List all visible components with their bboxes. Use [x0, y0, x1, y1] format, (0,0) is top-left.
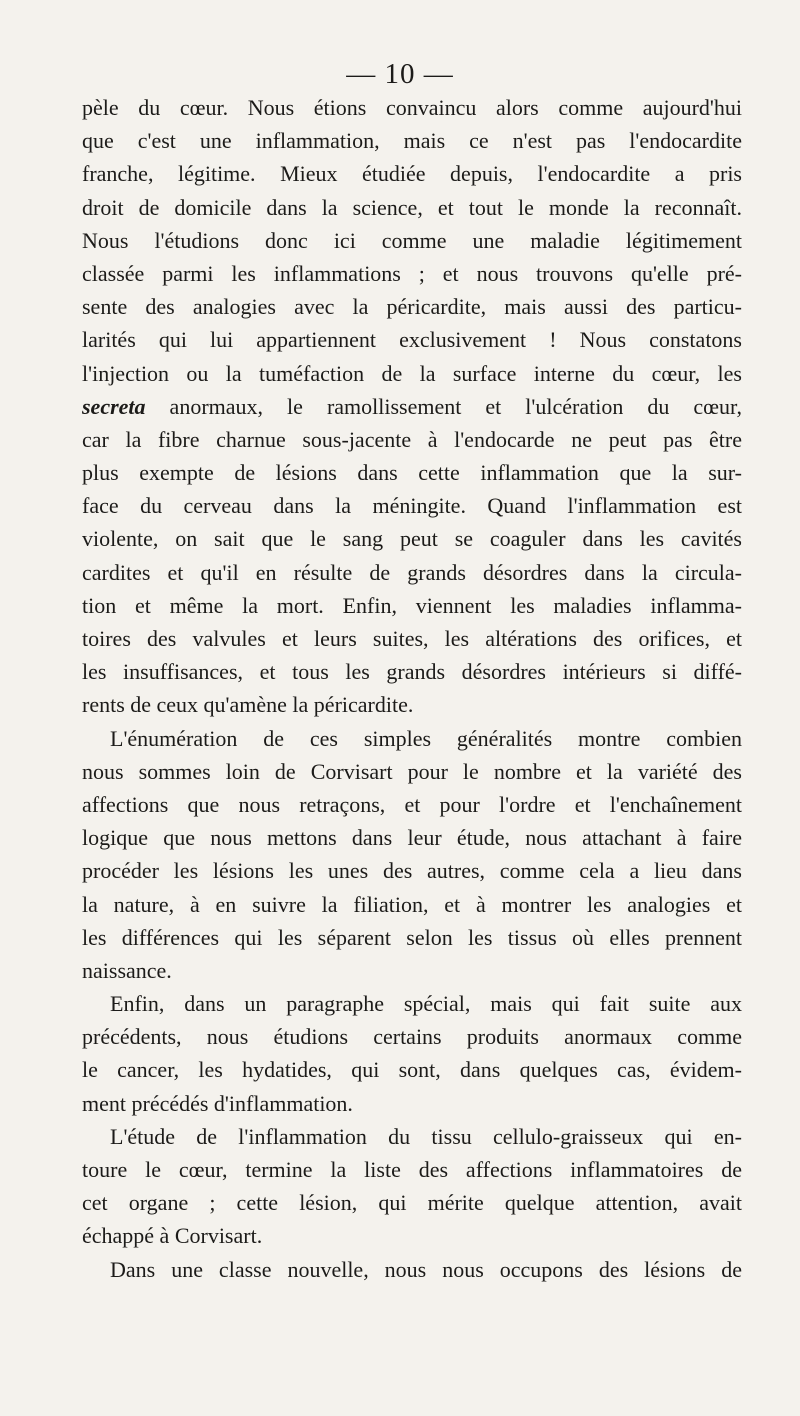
text-line: sente des analogies avec la péricardite, mais aussi des particu-	[82, 294, 742, 320]
text-line: car la fibre charnue sous-jacente à l'endocarde ne peut pas être	[82, 426, 742, 452]
text-line: rents de ceux qu'amène la péricardite.	[82, 692, 414, 718]
text-line: franche, légitime. Mieux étudiée depuis, l'endocardite a pris	[82, 161, 742, 187]
text-line: échappé à Corvisart.	[82, 1223, 263, 1249]
text-line: procéder les lésions les unes des autres, comme cela a lieu dans	[82, 858, 742, 884]
text-line: le cancer, les hydatides, qui sont, dans quelques cas, évidem-	[82, 1057, 742, 1083]
page-number: — 10 —	[346, 58, 454, 90]
text-line: Dans une classe nouvelle, nous nous occupons des lésions de	[110, 1256, 742, 1282]
text-line: Enfin, dans un paragraphe spécial, mais qui fait suite aux	[110, 991, 742, 1017]
text-line: les insuffisances, et tous les grands désordres intérieurs si diffé-	[82, 659, 742, 685]
text-line: L'énumération de ces simples généralités montre combien	[110, 725, 742, 751]
text-line: face du cerveau dans la méningite. Quand l'inflammation est	[82, 493, 742, 519]
text-line: toure le cœur, termine la liste des affections inflammatoires de	[82, 1157, 742, 1182]
text-line: l'injection ou la tuméfaction de la surface interne du cœur, les	[82, 360, 742, 386]
text-line: précédents, nous étudions certains produits anormaux comme	[82, 1024, 742, 1050]
text-line: classée parmi les inflammations ; et nous trouvons qu'elle pré-	[82, 260, 742, 286]
text-line: cet organe ; cette lésion, qui mérite quelque attention, avait	[82, 1190, 742, 1216]
text-line: logique que nous mettons dans leur étude, nous attachant à faire	[82, 825, 742, 851]
italic-term: secreta	[82, 393, 146, 419]
text-line: pèle du cœur. Nous étions convaincu alors comme aujourd'hui	[82, 95, 742, 120]
text-line: secreta anormaux, le ramollissement et l'ulcération du cœur,	[82, 393, 742, 419]
text-line: droit de domicile dans la science, et tout le monde la reconnaît.	[82, 194, 742, 220]
text-line: cardites et qu'il en résulte de grands désordres dans la circula-	[82, 559, 742, 585]
text-line: tion et même la mort. Enfin, viennent les maladies inflamma-	[82, 592, 742, 618]
text-line: naissance.	[82, 957, 172, 983]
text-line: Nous l'étudions donc ici comme une maladie légitimement	[82, 227, 742, 253]
text-line: toires des valvules et leurs suites, les altérations des orifices, et	[82, 626, 742, 651]
text-line: nous sommes loin de Corvisart pour le nombre et la variété des	[82, 758, 742, 784]
text-line: larités qui lui appartiennent exclusivement ! Nous constatons	[82, 327, 742, 353]
text-line: que c'est une inflammation, mais ce n'est pas l'endocardite	[82, 128, 742, 154]
text-line: plus exempte de lésions dans cette inflammation que la sur-	[82, 460, 742, 486]
text-line: affections que nous retraçons, et pour l'ordre et l'enchaînement	[82, 791, 742, 817]
text-line: ment précédés d'inflammation.	[82, 1090, 353, 1116]
body-text	[82, 91, 742, 1286]
text-line: L'étude de l'inflammation du tissu cellulo-graisseux qui en-	[110, 1123, 742, 1149]
text-line: violente, on sait que le sang peut se coaguler dans les cavités	[82, 526, 742, 552]
text-line: la nature, à en suivre la filiation, et à montrer les analogies et	[82, 891, 742, 917]
text-line: les différences qui les séparent selon les tissus où elles prennent	[82, 924, 742, 950]
